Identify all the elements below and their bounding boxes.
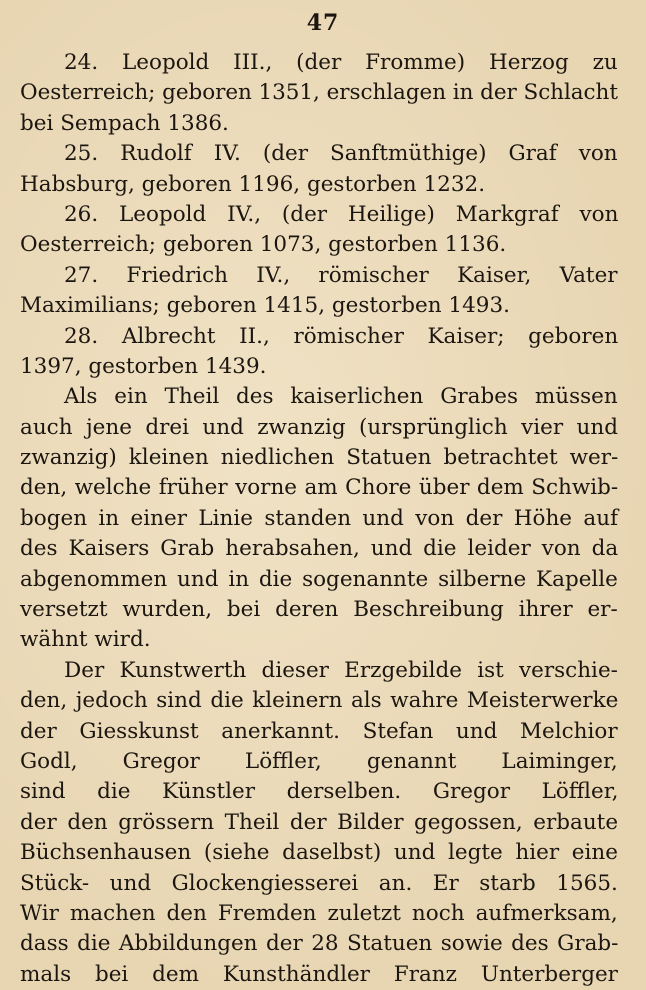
text-line: 25. Rudolf IV. (der Sanftmüthige) Graf von: [64, 141, 618, 167]
page-text: [20, 48, 618, 990]
text-line: Der Kunstwerth dieser Erzgebilde ist verschie-: [64, 657, 618, 683]
text-line: bogen in einer Linie standen und von der Höhe auf: [20, 505, 619, 531]
text-line: den, welche früher vorne am Chore über dem Schwib-: [20, 475, 619, 501]
text-line: Büchsenhausen (siehe daselbst) und legte hier eine: [20, 840, 618, 866]
text-line: Maximilians; geboren 1415, gestorben 1493.: [20, 293, 510, 319]
text-line: 27. Friedrich IV., römischer Kaiser, Vater: [64, 262, 618, 288]
page-number: 47: [306, 10, 340, 36]
text-line: Oesterreich; geboren 1073, gestorben 1136.: [20, 232, 507, 258]
text-line: dass die Abbildungen der 28 Statuen sowie des Grab-: [20, 931, 619, 957]
text-line: abgenommen und in die sogenannte silberne Kapelle: [20, 566, 618, 592]
text-line: auch jene drei und zwanzig (ursprünglich vier und: [20, 414, 618, 440]
text-line: versetzt wurden, bei deren Beschreibung ihrer er-: [20, 597, 618, 623]
text-line: der Giesskunst anerkannt. Stefan und Melchior: [20, 718, 618, 744]
text-line: der den grössern Theil der Bilder gegossen, erbaute: [20, 809, 619, 835]
text-line: wähnt wird.: [20, 627, 151, 653]
text-line: Godl, Gregor Löffler, genannt Laiminger,: [20, 748, 618, 774]
text-line: Stück- und Glockengiesserei an. Er starb 1565.: [20, 870, 618, 896]
text-line: 24. Leopold III., (der Fromme) Herzog zu: [64, 50, 618, 75]
text-line: 28. Albrecht II., römischer Kaiser; geboren: [64, 323, 619, 349]
text-line: Wir machen den Fremden zuletzt noch aufmerksam,: [20, 900, 618, 926]
text-line: 1397, gestorben 1439.: [20, 353, 267, 379]
text-line: Als ein Theil des kaiserlichen Grabes müssen: [64, 384, 618, 410]
text-line: 26. Leopold IV., (der Heilige) Markgraf von: [64, 201, 619, 227]
text-line: des Kaisers Grab herabsahen, und die leider von da: [20, 536, 619, 562]
text-line: zwanzig) kleinen niedlichen Statuen betrachtet wer-: [20, 445, 619, 471]
text-line: Oesterreich; geboren 1351, erschlagen in der Schlacht: [20, 80, 618, 106]
text-line: sind die Künstler derselben. Gregor Löffler,: [20, 779, 619, 805]
text-line: den, jedoch sind die kleinern als wahre Meisterwerke: [20, 688, 619, 714]
text-line: mals bei dem Kunsthändler Franz Unterberger: [20, 961, 618, 987]
text-line: Habsburg, geboren 1196, gestorben 1232.: [20, 171, 486, 197]
text-line: bei Sempach 1386.: [20, 110, 229, 136]
